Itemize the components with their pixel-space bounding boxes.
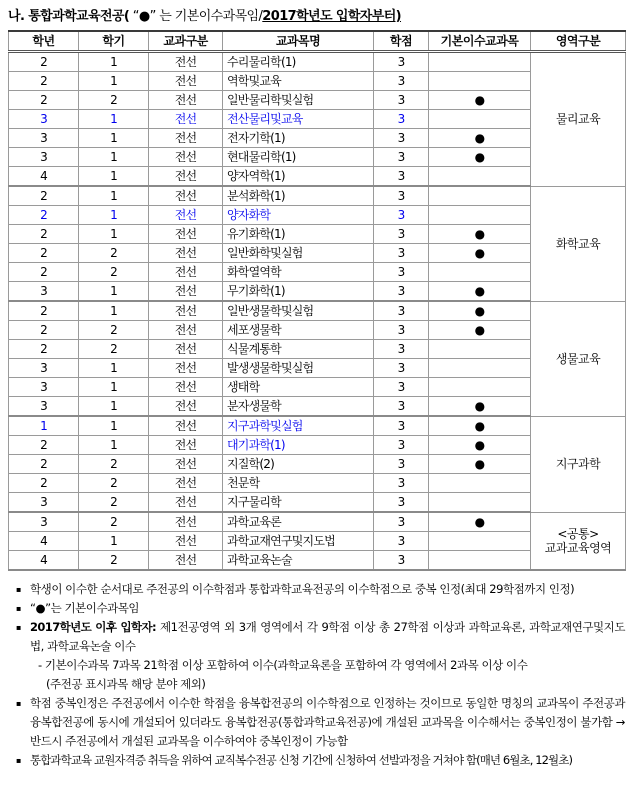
credits-cell: 3: [374, 455, 429, 474]
category-cell: 전선: [149, 397, 223, 417]
semester-cell: 1: [79, 52, 149, 72]
credits-cell: 3: [374, 301, 429, 321]
credits-cell: 3: [374, 91, 429, 110]
table-row: [9, 52, 626, 72]
basic-course-cell: [429, 551, 531, 571]
category-cell: 전선: [149, 551, 223, 571]
credits-cell: 3: [374, 52, 429, 72]
category-cell: 전선: [149, 512, 223, 532]
basic-course-cell: [429, 340, 531, 359]
category-cell: 전선: [149, 340, 223, 359]
semester-cell: 1: [79, 397, 149, 417]
grade-cell: 4: [9, 551, 79, 571]
bullet-square-icon: ▪: [16, 585, 21, 594]
credits-cell: 3: [374, 244, 429, 263]
semester-cell: 2: [79, 474, 149, 493]
category-cell: 전선: [149, 186, 223, 206]
basic-course-cell: [429, 148, 531, 167]
credits-cell: 3: [374, 436, 429, 455]
credits-cell: 3: [374, 263, 429, 282]
course-cell: 과학교육논술: [223, 551, 374, 571]
basic-course-marker-icon: ●: [474, 457, 485, 471]
semester-cell: 1: [79, 206, 149, 225]
semester-cell: 1: [79, 167, 149, 187]
basic-course-marker-icon: ●: [474, 515, 485, 529]
footnote-text: 학생이 이수한 순서대로 주전공의 이수학점과 통합과학교육전공의 이수학점으로 중복 인정(최대 29학점까지 인정): [30, 582, 575, 596]
title-legend: “●” 는 기본이수과목임/: [129, 9, 263, 24]
semester-cell: 1: [79, 301, 149, 321]
credits-cell: 3: [374, 225, 429, 244]
semester-cell: 1: [79, 186, 149, 206]
credits-cell: 3: [374, 532, 429, 551]
credits-cell: 3: [374, 167, 429, 187]
table-row: [9, 301, 626, 321]
course-cell: 세포생물학: [223, 321, 374, 340]
footnote-text: 제1전공영역 외 3개 영역에서 각 9학점 이상 총 27학점 이상과 과학교육론, 과학교재연구및지도법, 과학교육논술 이수: [30, 620, 625, 653]
area-cell: 화학교육: [531, 186, 626, 301]
basic-course-marker-icon: ●: [474, 419, 485, 433]
column-header-course: 교과목명: [223, 31, 374, 52]
category-cell: 전선: [149, 225, 223, 244]
bullet-square-icon: ▪: [16, 623, 21, 632]
semester-cell: 1: [79, 436, 149, 455]
column-header-semester: 학기: [79, 31, 149, 52]
semester-cell: 1: [79, 359, 149, 378]
credits-cell: 3: [374, 340, 429, 359]
credits-cell: 3: [374, 359, 429, 378]
basic-course-cell: [429, 474, 531, 493]
column-header-grade: 학년: [9, 31, 79, 52]
semester-cell: 2: [79, 321, 149, 340]
course-cell: 분석화학(1): [223, 186, 374, 206]
credits-cell: 3: [374, 397, 429, 417]
course-cell: 과학교육론: [223, 512, 374, 532]
category-cell: 전선: [149, 493, 223, 513]
column-header-area: 영역구분: [531, 31, 626, 52]
table-row: [9, 416, 626, 436]
course-table: [8, 30, 626, 571]
course-cell: 일반생물학및실험: [223, 301, 374, 321]
grade-cell: 1: [9, 416, 79, 436]
semester-cell: 1: [79, 416, 149, 436]
course-cell: 발생생물학및실험: [223, 359, 374, 378]
credits-cell: 3: [374, 282, 429, 302]
basic-course-cell: [429, 455, 531, 474]
basic-course-cell: [429, 512, 531, 532]
course-cell: 지구물리학: [223, 493, 374, 513]
category-cell: 전선: [149, 52, 223, 72]
basic-course-cell: [429, 397, 531, 417]
credits-cell: 3: [374, 186, 429, 206]
basic-course-marker-icon: ●: [474, 323, 485, 337]
credits-cell: 3: [374, 72, 429, 91]
course-cell: 분자생물학: [223, 397, 374, 417]
credits-cell: 3: [374, 110, 429, 129]
category-cell: 전선: [149, 167, 223, 187]
basic-course-cell: [429, 206, 531, 225]
course-cell: 현대물리학(1): [223, 148, 374, 167]
semester-cell: 2: [79, 512, 149, 532]
course-cell: 과학교재연구및지도법: [223, 532, 374, 551]
table-row: [9, 512, 626, 532]
course-cell: 천문학: [223, 474, 374, 493]
semester-cell: 1: [79, 378, 149, 397]
bullet-square-icon: ▪: [16, 756, 21, 765]
basic-course-cell: [429, 321, 531, 340]
basic-course-cell: [429, 167, 531, 187]
basic-course-cell: [429, 378, 531, 397]
footnote-text: 통합과학교육 교원자격증 취득을 위하여 교직복수전공 신청 기간에 신청하여 선발과정을 거쳐야 함(매년 6월초, 12월초): [30, 753, 573, 767]
credits-cell: 3: [374, 474, 429, 493]
semester-cell: 1: [79, 225, 149, 244]
basic-course-cell: [429, 129, 531, 148]
semester-cell: 1: [79, 129, 149, 148]
category-cell: 전선: [149, 206, 223, 225]
semester-cell: 2: [79, 340, 149, 359]
grade-cell: 3: [9, 378, 79, 397]
grade-cell: 2: [9, 474, 79, 493]
course-cell: 식물계통학: [223, 340, 374, 359]
area-cell: 생물교육: [531, 301, 626, 416]
credits-cell: 3: [374, 148, 429, 167]
basic-course-cell: [429, 301, 531, 321]
grade-cell: 2: [9, 244, 79, 263]
page-title: [8, 5, 625, 24]
credits-cell: 3: [374, 321, 429, 340]
area-cell: 지구과학: [531, 416, 626, 512]
title-prefix: 나. 통합과학교육전공(: [8, 9, 130, 24]
basic-course-marker-icon: ●: [474, 284, 485, 298]
basic-course-marker-icon: ●: [474, 227, 485, 241]
category-cell: 전선: [149, 72, 223, 91]
grade-cell: 3: [9, 512, 79, 532]
basic-course-cell: [429, 186, 531, 206]
credits-cell: 3: [374, 416, 429, 436]
basic-course-cell: [429, 110, 531, 129]
grade-cell: 2: [9, 321, 79, 340]
semester-cell: 1: [79, 72, 149, 91]
basic-course-cell: [429, 91, 531, 110]
category-cell: 전선: [149, 263, 223, 282]
semester-cell: 2: [79, 91, 149, 110]
course-cell: 양자역학(1): [223, 167, 374, 187]
category-cell: 전선: [149, 455, 223, 474]
semester-cell: 2: [79, 455, 149, 474]
category-cell: 전선: [149, 474, 223, 493]
basic-course-cell: [429, 263, 531, 282]
semester-cell: 1: [79, 282, 149, 302]
semester-cell: 1: [79, 148, 149, 167]
column-header-credits: 학점: [374, 31, 429, 52]
basic-course-marker-icon: ●: [474, 131, 485, 145]
basic-course-marker-icon: ●: [474, 150, 485, 164]
grade-cell: 2: [9, 52, 79, 72]
category-cell: 전선: [149, 416, 223, 436]
course-cell: 양자화학: [223, 206, 374, 225]
grade-cell: 2: [9, 206, 79, 225]
course-cell: 화학열역학: [223, 263, 374, 282]
course-cell: 대기과학(1): [223, 436, 374, 455]
grade-cell: 2: [9, 455, 79, 474]
grade-cell: 2: [9, 91, 79, 110]
grade-cell: 2: [9, 436, 79, 455]
footnote: [8, 618, 625, 694]
course-cell: 전자기학(1): [223, 129, 374, 148]
grade-cell: 4: [9, 532, 79, 551]
footnote: [8, 599, 625, 618]
category-cell: 전선: [149, 129, 223, 148]
grade-cell: 3: [9, 129, 79, 148]
grade-cell: 4: [9, 167, 79, 187]
footnote-text: “●”는 기본이수과목임: [30, 601, 140, 615]
column-header-basic: 기본이수교과목: [429, 31, 531, 52]
category-cell: 전선: [149, 532, 223, 551]
grade-cell: 2: [9, 72, 79, 91]
category-cell: 전선: [149, 110, 223, 129]
grade-cell: 2: [9, 340, 79, 359]
semester-cell: 2: [79, 493, 149, 513]
bullet-square-icon: ▪: [16, 699, 21, 708]
footnote: [8, 751, 625, 770]
basic-course-cell: [429, 416, 531, 436]
credits-cell: 3: [374, 206, 429, 225]
title-effective-year: 2017학년도 입학자부터): [262, 9, 402, 24]
course-cell: 지질학(2): [223, 455, 374, 474]
basic-course-cell: [429, 282, 531, 302]
basic-course-marker-icon: ●: [474, 93, 485, 107]
footnote: [8, 580, 625, 599]
footnotes: [8, 580, 625, 770]
grade-cell: 3: [9, 110, 79, 129]
course-cell: 역학및교육: [223, 72, 374, 91]
semester-cell: 2: [79, 551, 149, 571]
table-row: [9, 186, 626, 206]
grade-cell: 3: [9, 282, 79, 302]
area-cell: 물리교육: [531, 52, 626, 187]
course-cell: 수리물리학(1): [223, 52, 374, 72]
footnote-subline: - 기본이수과목 7과목 21학점 이상 포함하여 이수(과학교육론을 포함하여 각 영역에서 2과목 이상 이수: [38, 658, 528, 672]
semester-cell: 1: [79, 532, 149, 551]
semester-cell: 2: [79, 263, 149, 282]
grade-cell: 3: [9, 397, 79, 417]
footnote: [8, 694, 625, 751]
credits-cell: 3: [374, 551, 429, 571]
basic-course-cell: [429, 493, 531, 513]
basic-course-cell: [429, 244, 531, 263]
basic-course-cell: [429, 52, 531, 72]
credits-cell: 3: [374, 493, 429, 513]
course-cell: 일반화학및실험: [223, 244, 374, 263]
basic-course-marker-icon: ●: [474, 399, 485, 413]
basic-course-marker-icon: ●: [474, 304, 485, 318]
credits-cell: 3: [374, 129, 429, 148]
basic-course-cell: [429, 225, 531, 244]
category-cell: 전선: [149, 436, 223, 455]
course-cell: 일반물리학및실험: [223, 91, 374, 110]
category-cell: 전선: [149, 321, 223, 340]
grade-cell: 2: [9, 301, 79, 321]
course-cell: 무기화학(1): [223, 282, 374, 302]
semester-cell: 2: [79, 244, 149, 263]
grade-cell: 3: [9, 359, 79, 378]
footnote-subline: (주전공 표시과목 해당 분야 제외): [46, 677, 206, 691]
grade-cell: 3: [9, 493, 79, 513]
header-row: [9, 31, 626, 52]
bullet-square-icon: ▪: [16, 604, 21, 613]
category-cell: 전선: [149, 244, 223, 263]
footnote-text: 학점 중복인정은 주전공에서 이수한 학점을 융복합전공의 이수학점으로 인정하는 것이므로 동일한 명칭의 교과목이 주전공과 융복합전공에 동시에 개설되어 있더라도 융복합전공(통합과학교육전공)에 개설된 교과목을 이수해서는 중복인정이 불가함 → 반드시 주전공에서 개설된 교과목을 이수하여야 중복인정이 가능함: [30, 696, 625, 748]
category-cell: 전선: [149, 282, 223, 302]
semester-cell: 1: [79, 110, 149, 129]
category-cell: 전선: [149, 378, 223, 397]
course-cell: 전산물리및교육: [223, 110, 374, 129]
credits-cell: 3: [374, 512, 429, 532]
course-cell: 지구과학및실험: [223, 416, 374, 436]
category-cell: 전선: [149, 91, 223, 110]
basic-course-cell: [429, 532, 531, 551]
course-cell: 생태학: [223, 378, 374, 397]
basic-course-cell: [429, 72, 531, 91]
area-cell: <공통> 교과교육영역: [531, 512, 626, 570]
grade-cell: 3: [9, 148, 79, 167]
basic-course-cell: [429, 359, 531, 378]
grade-cell: 2: [9, 225, 79, 244]
category-cell: 전선: [149, 301, 223, 321]
grade-cell: 2: [9, 263, 79, 282]
basic-course-marker-icon: ●: [474, 246, 485, 260]
basic-course-cell: [429, 436, 531, 455]
category-cell: 전선: [149, 359, 223, 378]
category-cell: 전선: [149, 148, 223, 167]
grade-cell: 2: [9, 186, 79, 206]
course-cell: 유기화학(1): [223, 225, 374, 244]
basic-course-marker-icon: ●: [474, 438, 485, 452]
credits-cell: 3: [374, 378, 429, 397]
column-header-category: 교과구분: [149, 31, 223, 52]
footnote-bold-lead: 2017학년도 이후 입학자:: [30, 620, 157, 634]
